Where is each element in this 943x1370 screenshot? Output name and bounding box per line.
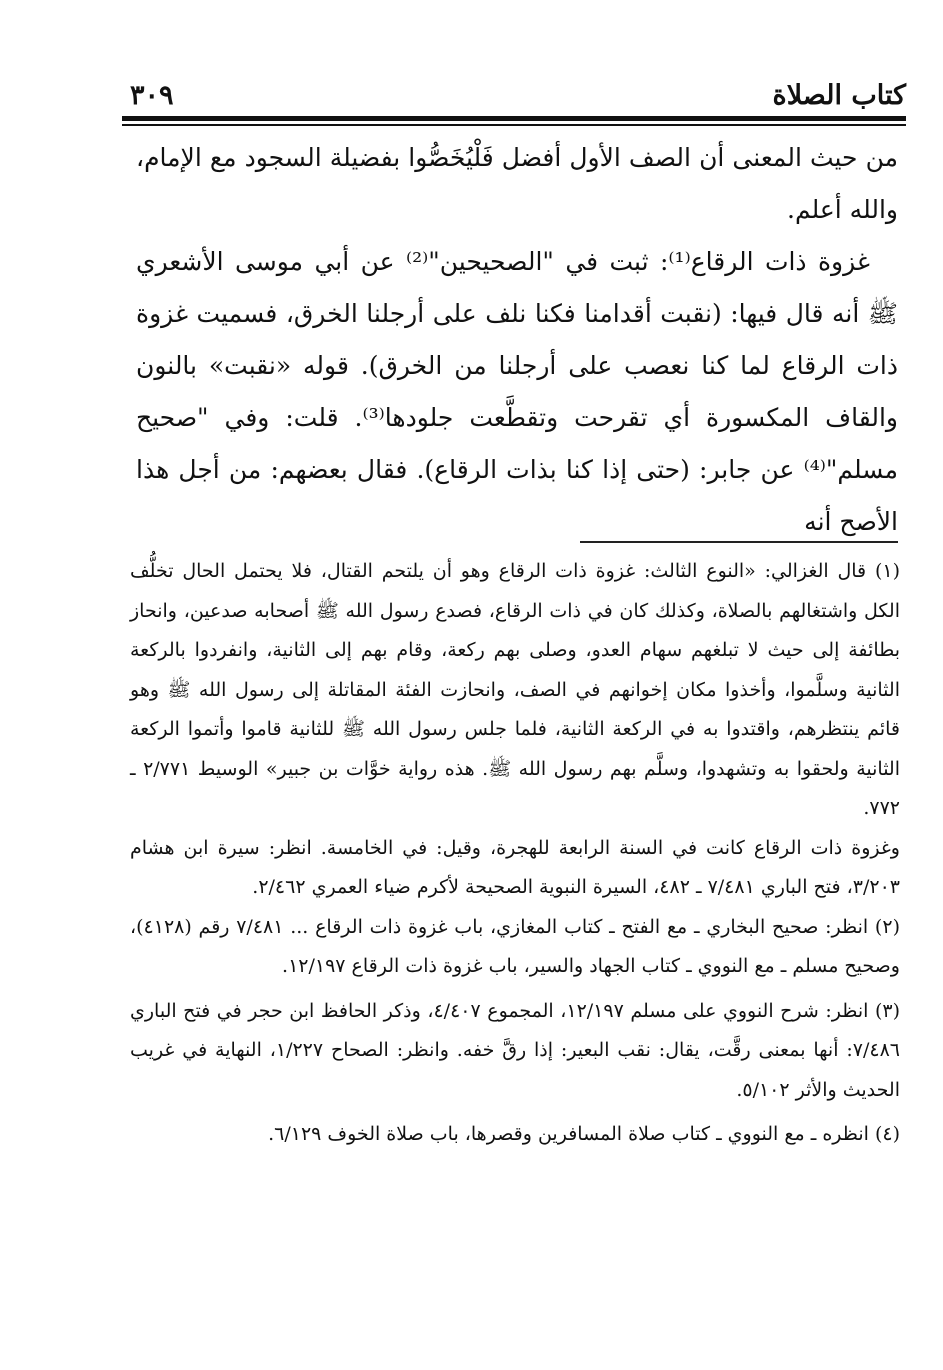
footnote-separator (580, 541, 898, 543)
header-rule-thin (122, 124, 906, 126)
footnote: (٣) انظر: شرح النووي على مسلم ١٢/١٩٧، المجموع ٤/٤٠٧، وذكر الحافظ ابن حجر في فتح الباري ٧/٤٨٦: أنها بمعنى رقَّت، يقال: نقب البعير: إذا رقَّ خفه. وانظر: الصحاح ١/٢٢٧، النهاية في غريب الحديث والأثر ٥/١٠٢. (130, 999, 900, 1101)
footnote: (٢) انظر: صحيح البخاري ـ مع الفتح ـ كتاب المغازي، باب غزوة ذات الرقاع ... ٧/٤٨١ رقم (٤١٢٨)، وصحيح مسلم ـ مع النووي ـ كتاب الجهاد والسير، باب غزوة ذات الرقاع ١٢/١٩٧. (130, 915, 900, 977)
page-number: ٣٠٩ (130, 80, 174, 111)
main-paragraph: غزوة ذات الرقاع⁽¹⁾: ثبت في "الصحيحين"⁽²⁾ عن أبي موسى الأشعري ﷺ أنه قال فيها: (نقبت أقدامنا فكنا نلف على أرجلنا الخرق، فسميت غزوة ذات الرقاع لما كنا نعصب على أرجلنا من الخرق). قوله «نقبت» بالنون والقاف المكسورة أي تقرحت وتقطَّعت جلودها⁽³⁾. قلت: وفي "صحيح مسلم"⁽⁴⁾ عن جابر: (حتى إذا كنا بذات الرقاع). فقال بعضهم: من أجل هذا الأصح أنه (136, 247, 898, 536)
footnote-continuation: وغزوة ذات الرقاع كانت في السنة الرابعة للهجرة، وقيل: في الخامسة. انظر: سيرة ابن هشام ٣/٢٠٣، فتح الباري ٧/٤٨١ ـ ٤٨٢، السيرة النبوية الصحيحة لأكرم ضياء العمري ٢/٤٦٢. (130, 836, 900, 898)
page-header (122, 80, 906, 114)
running-title: كتاب الصلاة (772, 80, 906, 111)
main-paragraph: من حيث المعنى أن الصف الأول أفضل فَلْيُخَصُّوا بفضيلة السجود مع الإمام، والله أعلم. (136, 143, 898, 224)
footnote: (٤) انظره ـ مع النووي ـ كتاب صلاة المسافرين وقصرها، باب صلاة الخوف ٦/١٢٩. (268, 1123, 900, 1145)
footnotes (130, 552, 900, 1155)
footnote: (١) قال الغزالي: «النوع الثالث: غزوة ذات الرقاع وهو أن يلتحم القتال، فلا يحتمل الحال تخلُّف الكل واشتغالهم بالصلاة، وكذلك كان في ذات الرقاع، فصدع رسول الله ﷺ أصحابه صدعين، وانحاز بطائفة إلى حيث لا تبلغهم سهام العدو، وصلى بهم ركعة، وقام بهم إلى الثانية، وانفردوا بالركعة الثانية وسلَّموا، وأخذوا مكان إخوانهم في الصف، وانحازت الفئة المقاتلة إلى رسول الله ﷺ وهو قائم ينتظرهم، واقتدوا به في الركعة الثانية، فلما جلس رسول الله ﷺ للثانية قاموا وأتموا الركعة الثانية ولحقوا به وتشهدوا، وسلَّم بهم رسول الله ﷺ. هذه رواية خوَّات بن جبير» الوسيط ٢/٧٧١ ـ ٧٧٢. (130, 560, 900, 819)
header-rule-thick (122, 116, 906, 121)
main-text (136, 132, 898, 548)
